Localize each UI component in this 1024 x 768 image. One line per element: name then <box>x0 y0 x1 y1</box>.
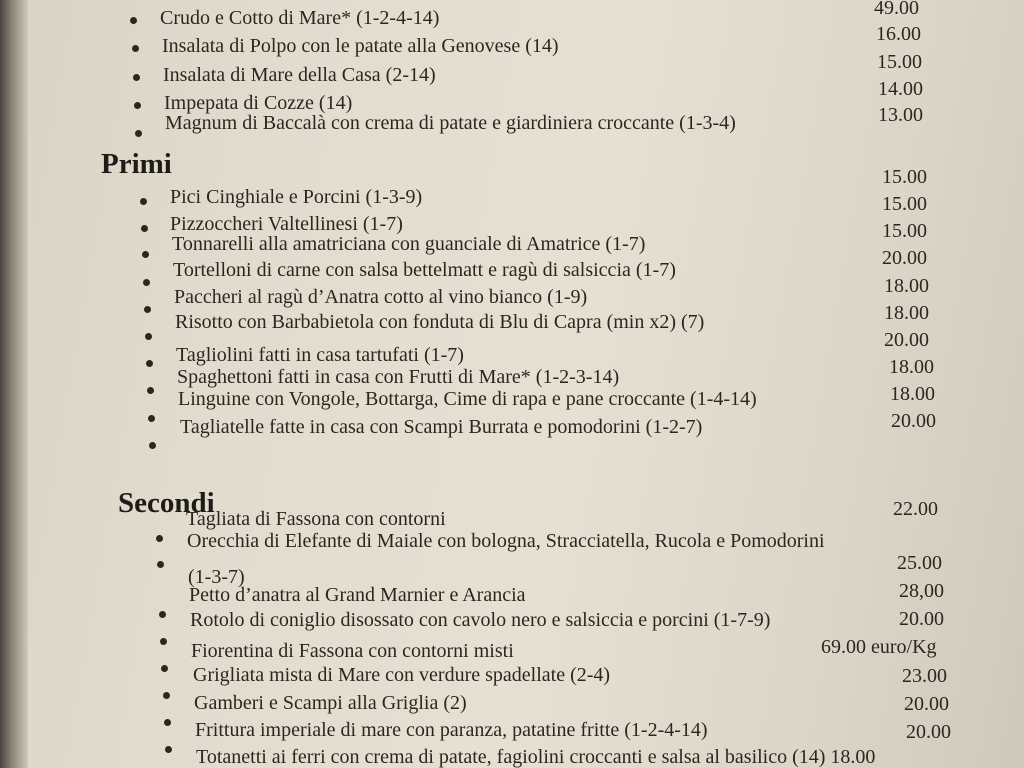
menu-item-price: 20.00 <box>906 721 951 743</box>
menu-item-price: 14.00 <box>878 78 923 100</box>
bullet <box>157 561 164 568</box>
bullet <box>164 719 171 726</box>
menu-item-price: 28,00 <box>899 580 944 602</box>
menu-item-price: 18.00 <box>890 383 935 405</box>
menu-item-price: 23.00 <box>902 665 947 687</box>
menu-item-name: Pizzoccheri Valtellinesi (1-7) <box>170 213 403 235</box>
bullet <box>135 130 142 137</box>
bullet <box>133 74 140 81</box>
bullet <box>145 333 152 340</box>
menu-item-price: 15.00 <box>882 166 927 188</box>
menu-item-name: Frittura imperiale di mare con paranza, patatine fritte (1-2-4-14) <box>195 719 708 741</box>
bullet <box>140 198 147 205</box>
menu-item-name: Pici Cinghiale e Porcini (1-3-9) <box>170 186 423 208</box>
menu-item-name: Insalata di Polpo con le patate alla Genovese (14) <box>162 35 559 57</box>
menu-item-price: 18.00 <box>884 302 929 324</box>
menu-item-name: Tagliolini fatti in casa tartufati (1-7) <box>176 344 464 366</box>
bullet <box>163 692 170 699</box>
section-title-secondi: Secondi <box>118 487 215 519</box>
bullet <box>160 638 167 645</box>
menu-item-price: 20.00 <box>899 608 944 630</box>
bullet <box>143 279 150 286</box>
menu-item-price: 25.00 <box>897 552 942 574</box>
menu-item-price: 18.00 <box>889 356 934 378</box>
menu-item-name: Gamberi e Scampi alla Griglia (2) <box>194 692 467 714</box>
menu-item-price: 13.00 <box>878 104 923 126</box>
menu-item-name: Magnum di Baccalà con crema di patate e giardiniera croccante (1-3-4) <box>165 112 736 134</box>
menu-item-name: Linguine con Vongole, Bottarga, Cime di rapa e pane croccante (1-4-14) <box>178 388 757 410</box>
section-title-primi: Primi <box>101 148 172 180</box>
menu-item-name: Petto d’anatra al Grand Marnier e Arancia <box>189 584 526 606</box>
bullet <box>156 535 163 542</box>
menu-item-name: Tortelloni di carne con salsa bettelmatt e ragù di salsiccia (1-7) <box>173 259 676 281</box>
menu-item-name: Insalata di Mare della Casa (2-14) <box>163 64 436 86</box>
menu-item-price: 22.00 <box>893 498 938 520</box>
menu-item-price: 49.00 <box>874 0 919 19</box>
bullet <box>144 306 151 313</box>
menu-item-price: 20.00 <box>891 410 936 432</box>
bullet <box>159 611 166 618</box>
menu-item-price: 15.00 <box>877 51 922 73</box>
bullet <box>165 746 172 753</box>
menu-item-name: Paccheri al ragù d’Anatra cotto al vino bianco (1-9) <box>174 286 588 308</box>
bullet <box>141 225 148 232</box>
menu-item-name: Tonnarelli alla amatriciana con guanciale di Amatrice (1-7) <box>172 233 646 255</box>
menu-item-name: Risotto con Barbabietola con fonduta di Blu di Capra (min x2) (7) <box>175 311 705 333</box>
menu-item-name: Impepata di Cozze (14) <box>164 92 353 114</box>
menu-item-name: Orecchia di Elefante di Maiale con bologna, Stracciatella, Rucola e Pomodorini <box>187 530 825 552</box>
menu-item-name: Fiorentina di Fassona con contorni misti <box>191 640 514 662</box>
menu-item-name: Spaghettoni fatti in casa con Frutti di Mare* (1-2-3-14) <box>177 366 620 388</box>
menu-item-name: Crudo e Cotto di Mare* (1-2-4-14) <box>160 7 440 29</box>
menu-item-name: Grigliata mista di Mare con verdure spadellate (2-4) <box>193 664 611 686</box>
menu-item-name: Tagliatelle fatte in casa con Scampi Burrata e pomodorini (1-2-7) <box>180 416 703 438</box>
bullet <box>148 415 155 422</box>
menu-item-price: 20.00 <box>882 247 927 269</box>
menu-item-price: 20.00 <box>904 693 949 715</box>
menu-item-name: Tagliata di Fassona con contorni <box>186 508 446 530</box>
menu-item-price: 20.00 <box>884 329 929 351</box>
menu-item-name: Totanetti ai ferri con crema di patate, fagiolini croccanti e salsa al basilico (14) 18.00 <box>196 746 876 768</box>
menu-item-name-continued: (1-3-7) <box>188 566 245 588</box>
menu-item-price: 18.00 <box>884 275 929 297</box>
bullet <box>134 102 141 109</box>
menu-item-price: 15.00 <box>882 220 927 242</box>
menu-item-name: Rotolo di coniglio disossato con cavolo nero e salsiccia e porcini (1-7-9) <box>190 609 771 631</box>
bullet <box>146 360 153 367</box>
menu-item-price: 69.00 euro/Kg <box>821 636 937 658</box>
bullet <box>130 17 137 24</box>
bullet <box>132 45 139 52</box>
bullet <box>149 442 156 449</box>
bullet <box>142 251 149 258</box>
bullet <box>147 387 154 394</box>
menu-item-price: 16.00 <box>876 23 921 45</box>
bullet <box>161 665 168 672</box>
menu-item-price: 15.00 <box>882 193 927 215</box>
